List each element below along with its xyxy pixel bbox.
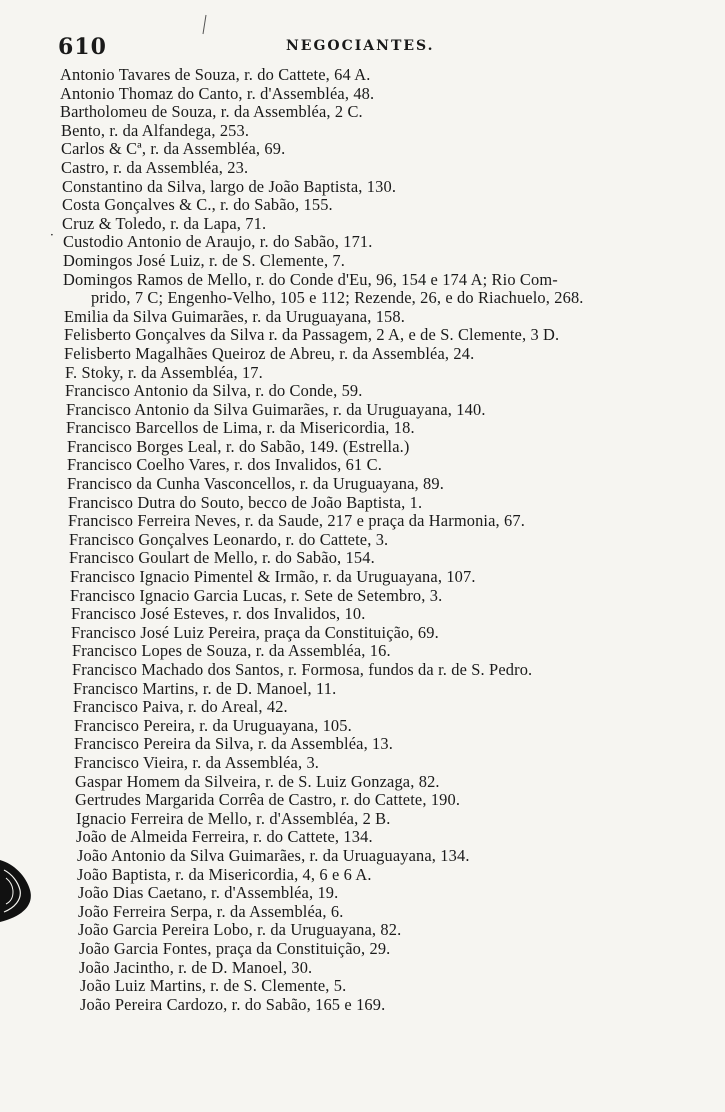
list-item xyxy=(0,531,725,550)
entry-text: Francisco Coelho Vares, r. dos Invalidos, 61 C. xyxy=(67,455,382,475)
entry-text: Francisco da Cunha Vasconcellos, r. da Uruguayana, 89. xyxy=(67,474,444,494)
list-item xyxy=(0,754,725,773)
ink-scratch-mark xyxy=(196,14,212,36)
entry-text: João Jacintho, r. de D. Manoel, 30. xyxy=(79,957,313,977)
entry-text: João Baptista, r. da Misericordia, 4, 6 e 6 A. xyxy=(77,864,372,884)
list-item xyxy=(0,122,725,141)
entry-text: Gertrudes Margarida Corrêa de Castro, r. do Cattete, 190. xyxy=(75,790,461,810)
list-item xyxy=(0,215,725,234)
entry-text: Bento, r. da Alfandega, 253. xyxy=(61,120,250,140)
entry-text: Castro, r. da Assembléa, 23. xyxy=(61,157,249,177)
entry-text: Francisco José Esteves, r. dos Invalidos, 10. xyxy=(71,604,366,624)
margin-mark: · xyxy=(50,228,54,242)
entry-text: Carlos & Cª, r. da Assembléa, 69. xyxy=(61,139,286,159)
entry-text: Francisco José Luiz Pereira, praça da Constituição, 69. xyxy=(71,622,439,642)
entry-text: João Ferreira Serpa, r. da Assembléa, 6. xyxy=(78,901,344,921)
entry-text: Bartholomeu de Souza, r. da Assembléa, 2 C. xyxy=(60,102,363,122)
entry-text: Constantino da Silva, largo de João Baptista, 130. xyxy=(62,176,397,196)
entry-text: Francisco Antonio da Silva, r. do Conde, 59. xyxy=(65,381,363,401)
entry-text: Domingos Ramos de Mello, r. do Conde d'Eu, 96, 154 e 174 A; Rio Com- xyxy=(63,269,558,289)
entry-text: Emilia da Silva Guimarães, r. da Uruguayana, 158. xyxy=(64,306,405,326)
list-item xyxy=(0,828,725,847)
list-item xyxy=(0,475,725,494)
list-item xyxy=(0,512,725,531)
list-item xyxy=(0,233,725,252)
list-item xyxy=(0,66,725,85)
list-item xyxy=(0,977,725,996)
entry-text: Francisco Martins, r. de D. Manoel, 11. xyxy=(73,678,337,698)
entry-text: Antonio Tavares de Souza, r. do Cattete, 64 A. xyxy=(60,65,371,84)
entry-text: João Garcia Fontes, praça da Constituição, 29. xyxy=(79,938,391,958)
list-item xyxy=(0,364,725,383)
list-item xyxy=(0,605,725,624)
entry-text: Felisberto Magalhães Queiroz de Abreu, r. da Assembléa, 24. xyxy=(64,343,475,363)
page-header xyxy=(0,34,725,64)
list-item xyxy=(0,401,725,420)
binding-shadow xyxy=(0,856,38,926)
entry-text: Francisco Machado dos Santos, r. Formosa, fundos da r. de S. Pedro. xyxy=(72,660,533,679)
entry-text: Francisco Ignacio Pimentel & Irmão, r. da Uruguayana, 107. xyxy=(70,567,476,587)
list-item xyxy=(0,271,725,308)
entry-text: Francisco Vieira, r. da Assembléa, 3. xyxy=(74,752,320,772)
entry-text: Francisco Dutra do Souto, becco de João Baptista, 1. xyxy=(68,492,423,512)
list-item xyxy=(0,587,725,606)
entry-text: Francisco Pereira, r. da Uruguayana, 105. xyxy=(74,715,352,735)
entry-continuation: prido, 7 C; Engenho-Velho, 105 e 112; Rezende, 26, e do Riachuelo, 268. xyxy=(91,288,584,308)
list-item xyxy=(0,866,725,885)
list-item xyxy=(0,773,725,792)
entry-text: Francisco Antonio da Silva Guimarães, r. da Uruguayana, 140. xyxy=(66,399,486,419)
list-item xyxy=(0,698,725,717)
list-item xyxy=(0,178,725,197)
list-item xyxy=(0,568,725,587)
entry-text: F. Stoky, r. da Assembléa, 17. xyxy=(65,362,263,382)
list-item xyxy=(0,940,725,959)
entry-text: João Garcia Pereira Lobo, r. da Uruguayana, 82. xyxy=(78,920,402,940)
list-item xyxy=(0,549,725,568)
entry-text: Ignacio Ferreira de Mello, r. d'Assembléa, 2 B. xyxy=(76,808,391,828)
list-item xyxy=(0,103,725,122)
list-item xyxy=(0,326,725,345)
entry-text: Francisco Gonçalves Leonardo, r. do Cattete, 3. xyxy=(69,529,389,549)
list-item xyxy=(0,642,725,661)
entry-text: Costa Gonçalves & C., r. do Sabão, 155. xyxy=(62,195,333,215)
list-item xyxy=(0,661,725,680)
page-number: 610 xyxy=(58,34,107,60)
list-item xyxy=(0,308,725,327)
list-item xyxy=(0,959,725,978)
list-item xyxy=(0,140,725,159)
entry-text: Domingos José Luiz, r. de S. Clemente, 7. xyxy=(63,250,346,270)
list-item xyxy=(0,196,725,215)
list-item xyxy=(0,903,725,922)
list-item xyxy=(0,884,725,903)
list-item xyxy=(0,847,725,866)
list-item xyxy=(0,680,725,699)
list-item xyxy=(0,810,725,829)
entry-text: Antonio Thomaz do Canto, r. d'Assembléa, 48. xyxy=(60,83,375,103)
list-item xyxy=(0,791,725,810)
list-item xyxy=(0,456,725,475)
entry-text: Francisco Ferreira Neves, r. da Saude, 217 e praça da Harmonia, 67. xyxy=(68,511,525,531)
list-item xyxy=(0,735,725,754)
list-item xyxy=(0,382,725,401)
list-item xyxy=(0,419,725,438)
list-item xyxy=(0,921,725,940)
list-item xyxy=(0,438,725,457)
entry-text: João Pereira Cardozo, r. do Sabão, 165 e 169. xyxy=(80,994,386,1014)
list-item xyxy=(0,494,725,513)
entry-text: Felisberto Gonçalves da Silva r. da Passagem, 2 A, e de S. Clemente, 3 D. xyxy=(64,325,560,345)
entry-text: Francisco Barcellos de Lima, r. da Misericordia, 18. xyxy=(66,418,415,438)
entry-text: João Antonio da Silva Guimarães, r. da Uruaguayana, 134. xyxy=(77,845,470,865)
entry-text: Francisco Borges Leal, r. do Sabão, 149. (Estrella.) xyxy=(67,436,410,456)
entry-text: Gaspar Homem da Silveira, r. de S. Luiz Gonzaga, 82. xyxy=(75,771,440,791)
entry-text: Francisco Ignacio Garcia Lucas, r. Sete de Setembro, 3. xyxy=(70,585,443,605)
list-item xyxy=(0,996,725,1015)
merchant-list xyxy=(0,66,725,1014)
running-head-title: NEGOCIANTES. xyxy=(286,38,435,54)
entry-text: Custodio Antonio de Araujo, r. do Sabão, 171. xyxy=(63,232,373,252)
entry-text: Francisco Lopes de Souza, r. da Assembléa, 16. xyxy=(72,641,391,661)
list-item xyxy=(0,345,725,364)
entry-text: João Dias Caetano, r. d'Assembléa, 19. xyxy=(78,883,339,903)
list-item xyxy=(0,159,725,178)
entry-text: João de Almeida Ferreira, r. do Cattete, 134. xyxy=(76,827,373,847)
entry-text: Francisco Paiva, r. do Areal, 42. xyxy=(73,697,288,717)
list-item xyxy=(0,624,725,643)
list-item xyxy=(0,252,725,271)
entry-text: Francisco Goulart de Mello, r. do Sabão, 154. xyxy=(69,548,375,568)
list-item xyxy=(0,85,725,104)
list-item xyxy=(0,717,725,736)
entry-text: João Luiz Martins, r. de S. Clemente, 5. xyxy=(80,976,347,996)
entry-text: Cruz & Toledo, r. da Lapa, 71. xyxy=(62,213,267,233)
entry-text: Francisco Pereira da Silva, r. da Assembléa, 13. xyxy=(74,734,393,754)
